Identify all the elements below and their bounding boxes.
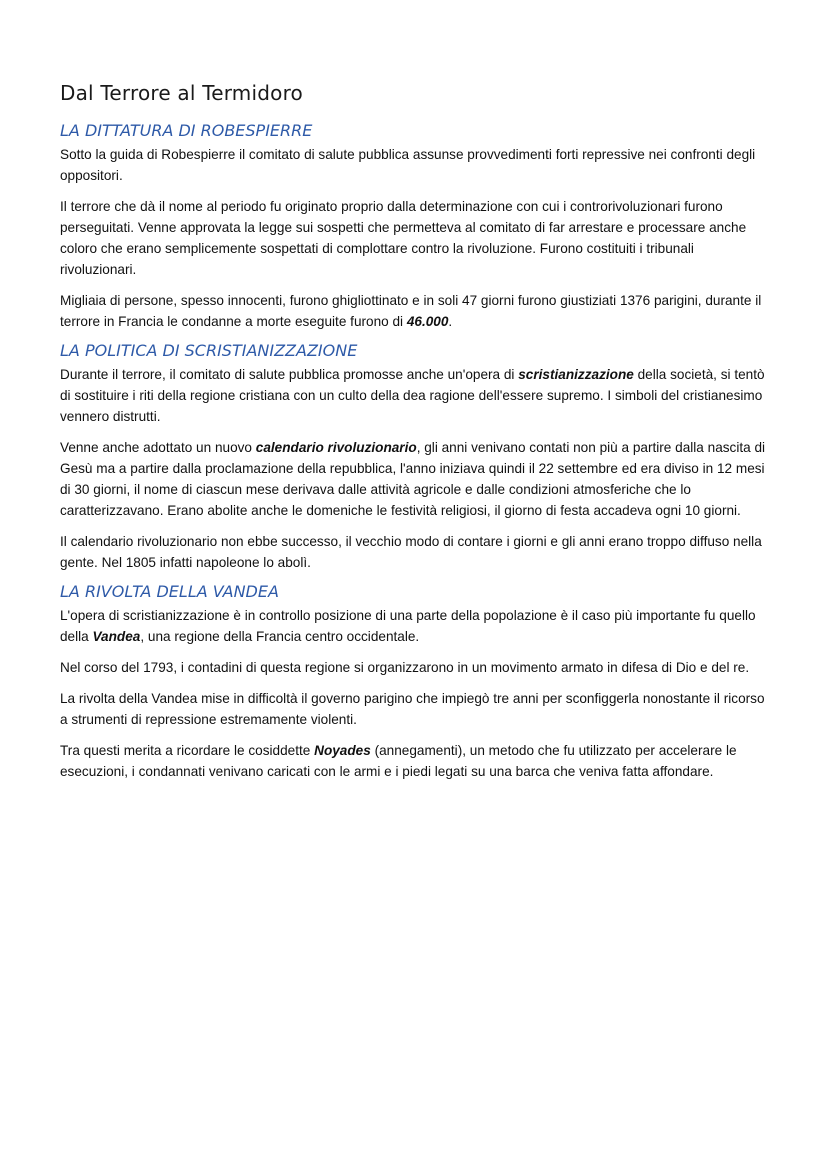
- emphasized-term: calendario rivoluzionario: [255, 440, 417, 455]
- section-2: [60, 340, 772, 573]
- text-run: Tra questi merita a ricordare le cosiddette: [60, 743, 315, 758]
- document-body: [60, 120, 772, 782]
- paragraph: [60, 144, 772, 186]
- section-3: [60, 581, 772, 782]
- text-run: della società, si tentò di sostituire i riti della regione cristiana con un culto della dea ragione dell'essere supremo. I simboli del cristianesimo vennero distrutti.: [60, 367, 765, 424]
- section-heading: LA RIVOLTA DELLA VANDEA: [60, 582, 279, 601]
- paragraph: [60, 437, 772, 521]
- text-run: Durante il terrore, il comitato di salute pubblica promosse anche un'opera di: [60, 367, 519, 382]
- paragraph: [60, 364, 772, 427]
- document-page: [60, 80, 772, 790]
- paragraph: [60, 740, 772, 782]
- text-run: , una regione della Francia centro occidentale.: [140, 629, 420, 644]
- section-heading: LA DITTATURA DI ROBESPIERRE: [60, 121, 313, 140]
- emphasized-term: Noyades: [314, 743, 371, 758]
- text-run: La rivolta della Vandea mise in difficoltà il governo parigino che impiegò tre anni per sconfiggerla nonostante il ricorso a strumenti di repressione estremamente violenti.: [60, 691, 765, 727]
- text-run: Nel corso del 1793, i contadini di questa regione si organizzarono in un movimento armato in difesa di Dio e del re.: [60, 660, 750, 675]
- text-run: .: [448, 314, 453, 329]
- text-run: Venne anche adottato un nuovo: [60, 440, 256, 455]
- text-run: Sotto la guida di Robespierre il comitato di salute pubblica assunse provvedimenti forti repressive nei confronti degli oppositori.: [60, 147, 756, 183]
- text-run: , gli anni venivano contati non più a partire dalla nascita di Gesù ma a partire dalla proclamazione della repubblica, l'anno iniziava quindi il 22 settembre ed era diviso in 12 mesi di 30 giorni, il nome di ciascun mese derivava dalle attività agricole e dalle condizioni atmosferiche che lo caratterizzavano. Erano abolite anche le domeniche le festività religiosi, il giorno di festa accadeva ogni 10 giorni.: [60, 440, 766, 518]
- paragraph: [60, 531, 772, 573]
- emphasized-term: 46.000: [406, 314, 449, 329]
- text-run: Migliaia di persone, spesso innocenti, furono ghigliottinato e in soli 47 giorni furono giustiziati 1376 parigini, durante il terrore in Francia le condanne a morte eseguite furono di: [60, 293, 762, 329]
- paragraph: [60, 196, 772, 280]
- section-1: [60, 120, 772, 332]
- text-run: L'opera di scristianizzazione è in controllo posizione di una parte della popolazione è il caso più importante fu quello della: [60, 608, 756, 644]
- emphasized-term: Vandea: [92, 629, 141, 644]
- document-title: Dal Terrore al Termidoro: [60, 81, 303, 105]
- paragraph: [60, 657, 772, 678]
- text-run: Il calendario rivoluzionario non ebbe successo, il vecchio modo di contare i giorni e gli anni erano troppo diffuso nella gente. Nel 1805 infatti napoleone lo abolì.: [60, 534, 762, 570]
- paragraph: [60, 290, 772, 332]
- paragraph: [60, 688, 772, 730]
- text-run: Il terrore che dà il nome al periodo fu originato proprio dalla determinazione con cui i controrivoluzionari furono perseguitati. Venne approvata la legge sui sospetti che permetteva al comitato di far arrestare e processare anche coloro che erano semplicemente sospettati di complottare contro la rivoluzione. Furono costituiti i tribunali rivoluzionari.: [60, 199, 747, 277]
- paragraph: [60, 605, 772, 647]
- section-heading: LA POLITICA DI SCRISTIANIZZAZIONE: [60, 341, 358, 360]
- text-run: (annegamenti), un metodo che fu utilizzato per accelerare le esecuzioni, i condannati venivano caricati con le armi e i piedi legati su una barca che veniva fatta affondare.: [60, 743, 737, 779]
- emphasized-term: scristianizzazione: [518, 367, 634, 382]
